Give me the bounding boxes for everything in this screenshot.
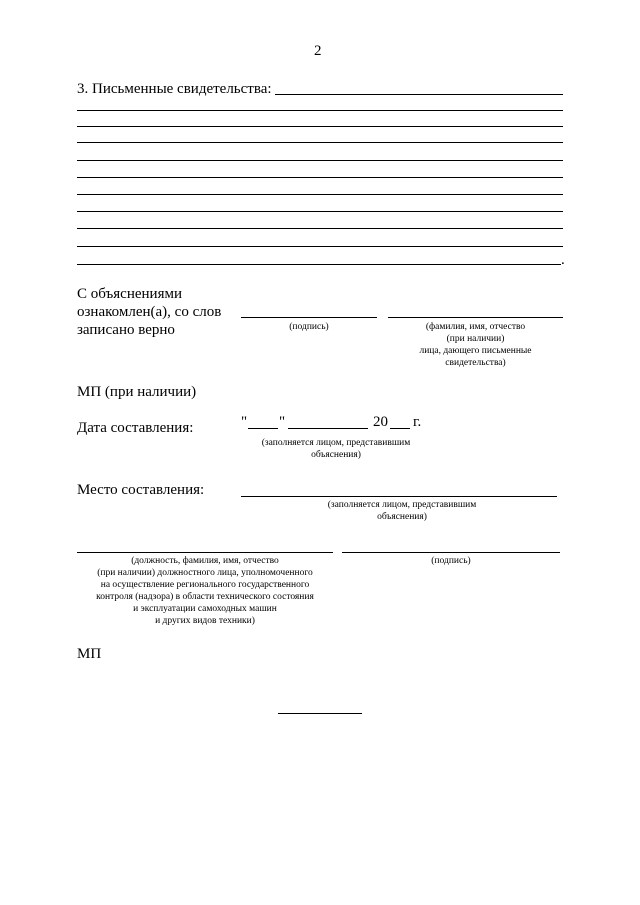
- official-signature-caption: (подпись): [431, 556, 471, 566]
- statement-line[interactable]: [77, 160, 563, 161]
- date-month-line[interactable]: [288, 428, 368, 429]
- section-3-label: 3. Письменные свидетельства:: [77, 81, 272, 97]
- ack-name-caption-line: лица, дающего письменные: [419, 346, 532, 356]
- official-caption-line: (должность, фамилия, имя, отчество: [131, 556, 279, 566]
- statement-line[interactable]: [77, 246, 563, 247]
- stamp-place: МП: [77, 646, 102, 662]
- date-year-suffix: г.: [413, 414, 422, 430]
- place-label: Место составления:: [77, 482, 205, 498]
- statement-line[interactable]: [77, 177, 563, 178]
- place-caption-line: объяснения): [377, 512, 427, 522]
- page-number: 2: [314, 43, 322, 59]
- ack-text-line-3: записано верно: [77, 322, 175, 338]
- date-caption-line: (заполняется лицом, представившим: [261, 438, 411, 448]
- statement-line[interactable]: [77, 126, 563, 127]
- ack-name-caption: [388, 321, 563, 369]
- date-caption: [236, 437, 436, 461]
- date-close-quote: ": [279, 414, 286, 430]
- date-caption-line: объяснения): [311, 450, 361, 460]
- ack-name-caption-line: (при наличии): [446, 334, 505, 344]
- place-line[interactable]: [241, 496, 557, 497]
- statement-line[interactable]: [77, 264, 561, 265]
- date-year-line[interactable]: [390, 428, 410, 429]
- section-3-field-line[interactable]: [275, 94, 563, 95]
- stamp-place-optional: МП (при наличии): [77, 384, 197, 400]
- date-century: 20: [373, 414, 388, 430]
- statement-line[interactable]: [77, 142, 563, 143]
- ack-signature-line[interactable]: [241, 317, 377, 318]
- official-caption: [77, 555, 333, 627]
- place-caption: [300, 499, 504, 523]
- official-caption-line: (при наличии) должностного лица, уполномоченного: [97, 568, 313, 578]
- official-name-line[interactable]: [77, 552, 333, 553]
- official-signature-line[interactable]: [342, 552, 560, 553]
- place-caption-line: (заполняется лицом, представившим: [327, 500, 477, 510]
- official-caption-line: на осуществление регионального государственного: [100, 580, 310, 590]
- official-caption-line: и других видов техники): [155, 616, 255, 626]
- ack-name-caption-line: (фамилия, имя, отчество: [425, 322, 526, 332]
- official-caption-line: и эксплуатации самоходных машин: [133, 604, 277, 614]
- ack-name-line[interactable]: [388, 317, 563, 318]
- date-day-line[interactable]: [248, 428, 278, 429]
- ack-text-line-1: С объяснениями: [77, 286, 182, 302]
- date-label: Дата составления:: [77, 420, 194, 436]
- official-caption-line: контроля (надзора) в области технического состояния: [96, 592, 314, 602]
- statement-line[interactable]: [77, 228, 563, 229]
- footer-rule: [278, 713, 362, 714]
- ack-name-caption-line: свидетельства): [445, 358, 506, 368]
- section-3-end-mark: .: [561, 252, 565, 268]
- ack-text-line-2: ознакомлен(а), со слов: [77, 304, 222, 320]
- ack-signature-caption: (подпись): [289, 322, 329, 332]
- statement-line[interactable]: [77, 110, 563, 111]
- statement-line[interactable]: [77, 211, 563, 212]
- statement-line[interactable]: [77, 194, 563, 195]
- date-open-quote: ": [241, 414, 248, 430]
